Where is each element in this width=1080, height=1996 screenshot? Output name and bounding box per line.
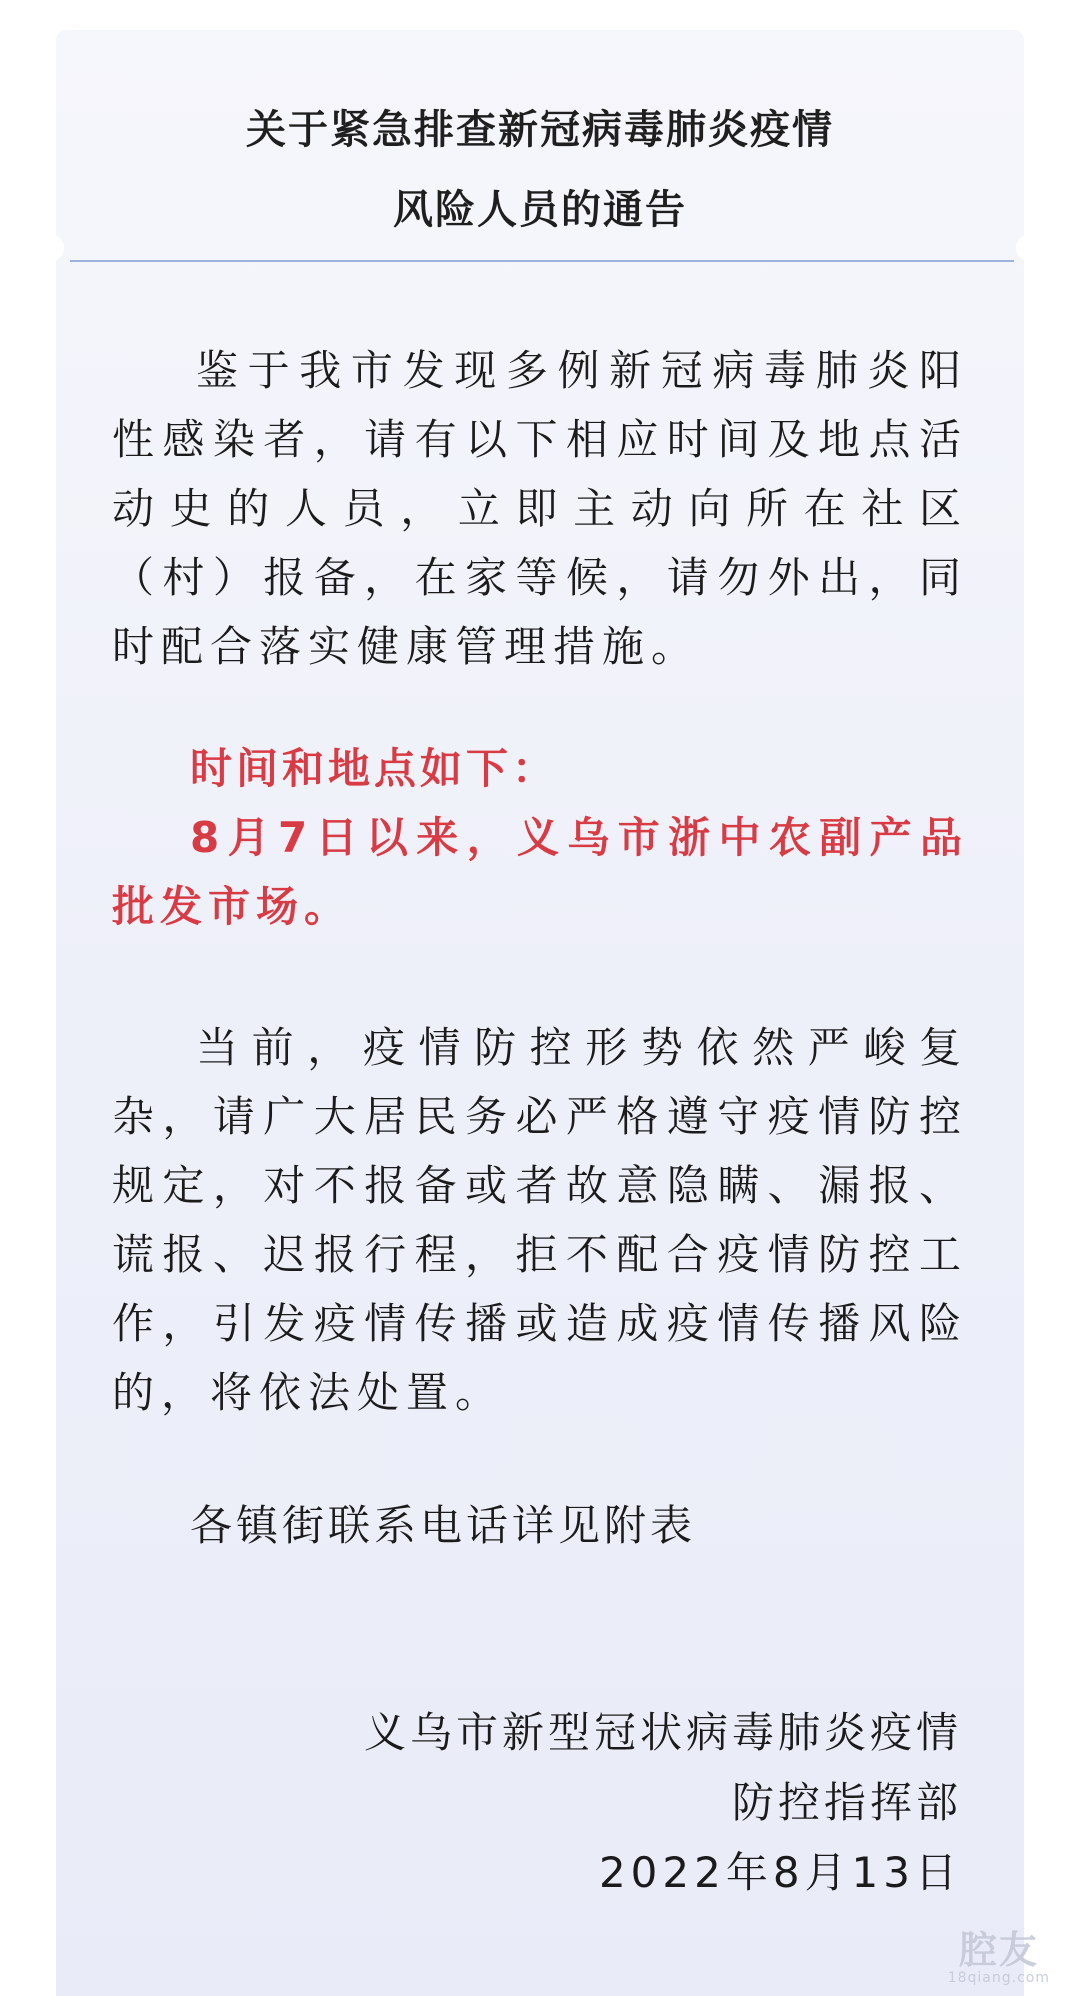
notice-title-line1: 关于紧急排查新冠病毒肺炎疫情 [246, 107, 834, 153]
contact-note: 各镇街联系电话详见附表 [190, 1501, 697, 1550]
notice-paragraph-warning: 当前，疫情防控形势依然严峻复杂，请广大居民务必严格遵守疫情防控规定，对不报备或者故意隐瞒、漏报、谎报、迟报行程，拒不配合疫情防控工作，引发疫情传播或造成疫情传播风险的，将依法处置。 [112, 1023, 968, 1417]
watermark-text: 腔友 [958, 1928, 1039, 1972]
notice-paragraph-intro: 鉴于我市发现多例新冠病毒肺炎阳性感染者，请有以下相应时间及地点活动史的人员，立即主动向所在社区（村）报备，在家等候，请勿外出，同时配合落实健康管理措施。 [112, 346, 968, 671]
watermark-logo [948, 1919, 1050, 1986]
watermark-subtext: 18qiang.com [947, 1970, 1050, 1986]
signature-line2: 防控指挥部 [731, 1778, 962, 1827]
notice-date: 2022年8月13日 [598, 1848, 962, 1897]
highlight-heading: 时间和地点如下： [190, 744, 559, 793]
notice-title-line2: 风险人员的通告 [393, 187, 687, 233]
signature-line1: 义乌市新型冠状病毒肺炎疫情 [363, 1708, 962, 1757]
title-divider [70, 260, 1014, 262]
highlight-detail: 8月7日以来，义乌市浙中农副产品批发市场。 [112, 813, 968, 931]
